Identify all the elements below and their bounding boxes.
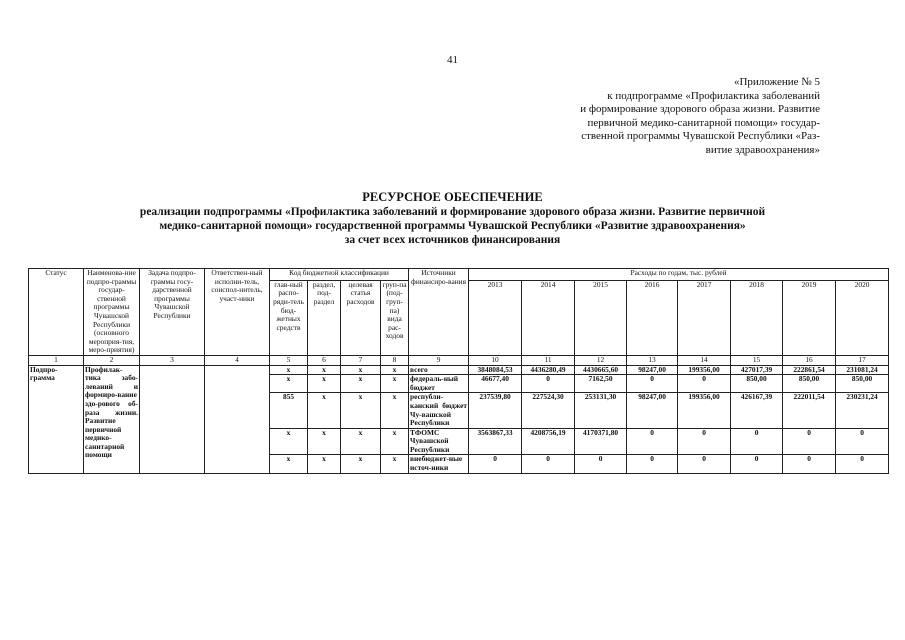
cs-cell: x [341,455,381,473]
razdel-cell: x [308,375,341,393]
value-cell: 427017,39 [731,365,783,375]
value-cell: 222861,54 [783,365,836,375]
column-number: 11 [522,355,575,365]
value-cell: 0 [783,455,836,473]
column-number: 13 [627,355,678,365]
column-number: 12 [575,355,627,365]
value-cell: 222011,54 [783,393,836,428]
vr-cell: x [381,375,409,393]
vr-cell: x [381,393,409,428]
value-cell: 850,00 [783,375,836,393]
value-cell: 0 [522,455,575,473]
column-number: 15 [731,355,783,365]
document-title [0,189,905,247]
header-year: 2015 [575,280,627,355]
subtitle-line: за счет всех источников финансирования [344,234,561,246]
value-cell: 4170371,80 [575,428,627,455]
header-source: Источники финансиро-вания [409,269,469,356]
header-year: 2020 [836,280,889,355]
value-cell: 0 [627,428,678,455]
header-task: Задача подпро-граммы госу-дарственной программы Чувашской Республики [140,269,205,356]
appendix-line: к подпрограмме «Профилактика заболеваний [607,89,820,102]
value-cell: 199356,00 [678,365,731,375]
source-cell: республи-канский бюджет Чу-вашской Республики [410,392,468,428]
cs-cell: x [341,375,381,393]
column-number: 2 [84,355,140,365]
grbs-cell: x [270,375,308,393]
cs-cell: x [341,393,381,428]
vr-cell: x [381,428,409,455]
value-cell: 231081,24 [836,365,889,375]
appendix-line: ственной программы Чувашской Республики «Раз- [581,130,820,143]
value-cell: 0 [678,375,731,393]
header-budget-code: Код бюджетной классификации [270,269,409,281]
value-cell: 0 [522,375,575,393]
header-year: 2019 [783,280,836,355]
appendix-line: и формирование здорового образа жизни. Развитие [580,103,820,116]
header-year: 2018 [731,280,783,355]
value-cell: 850,00 [836,375,889,393]
value-cell: 3563867,33 [469,428,522,455]
program-name-cell: Профилак-тика забо-леваний и формиро-вание здо-рового об-раза жизни. Развитие первичной медико-санитарной помощи [84,365,140,473]
header-name: Наименова-ние подпро-граммы государ-ственной программы Чувашской Республики (основного мероприя-тия, меро-приятия) [84,269,140,356]
value-cell: 199356,00 [678,393,731,428]
value-cell: 850,00 [731,375,783,393]
razdel-cell: x [308,365,341,375]
header-year: 2016 [627,280,678,355]
column-number: 10 [469,355,522,365]
source-cell: всего [409,365,469,375]
value-cell: 4436280,49 [522,365,575,375]
razdel-cell: x [308,455,341,473]
header-code-vr: груп-па (под-груп-па) вида рас-ходов [381,280,409,355]
value-cell: 46677,40 [469,375,522,393]
value-cell: 0 [575,455,627,473]
header-expenses: Расходы по годам, тыс. рублей [469,269,889,281]
vr-cell: x [381,455,409,473]
value-cell: 227524,30 [522,393,575,428]
value-cell: 0 [678,428,731,455]
column-number: 17 [836,355,889,365]
header-code-grbs: глав-ный распо-ряди-тель бюд-жетных средств [270,280,308,355]
grbs-cell: x [270,365,308,375]
grbs-cell: x [270,428,308,455]
resource-table [28,268,889,474]
column-number: 5 [270,355,308,365]
value-cell: 0 [627,455,678,473]
column-number: 1 [29,355,84,365]
value-cell: 3848084,53 [469,365,522,375]
header-year: 2013 [469,280,522,355]
value-cell: 237539,80 [469,393,522,428]
value-cell: 98247,00 [627,365,678,375]
title: РЕСУРСНОЕ ОБЕСПЕЧЕНИЕ [362,190,543,204]
header-code-razdel: раздел, под-раздел [308,280,341,355]
column-number: 8 [381,355,409,365]
subtitle-line: реализации подпрограммы «Профилактика заболеваний и формирование здорового образа жизни. Развитие первичной [139,206,766,218]
grbs-cell: 855 [270,393,308,428]
value-cell: 0 [678,455,731,473]
column-number: 3 [140,355,205,365]
header-code-cs: целевая статья расходов [341,280,381,355]
status-cell: Подпро-грамма [29,365,84,473]
source-cell: внебюджет-ные источ-ники [409,455,469,473]
value-cell: 230231,24 [836,393,889,428]
value-cell: 7162,50 [575,375,627,393]
value-cell: 0 [627,375,678,393]
column-number: 7 [341,355,381,365]
value-cell: 426167,39 [731,393,783,428]
header-year: 2017 [678,280,731,355]
header-status: Статус [29,269,84,356]
header-executor: Ответствен-ный исполни-тель, соиспол-нитель, участ-ники [205,269,270,356]
value-cell: 0 [731,428,783,455]
header-year: 2014 [522,280,575,355]
value-cell: 0 [783,428,836,455]
column-number: 9 [409,355,469,365]
value-cell: 0 [731,455,783,473]
source-cell: ТФОМС Чувашской Республики [409,428,469,455]
source-cell: федераль-ный бюджет [409,375,469,393]
value-cell: 0 [836,455,889,473]
column-number-row [29,355,889,365]
appendix-line: первичной медико-санитарной помощи» государ- [587,116,820,129]
razdel-cell: x [308,428,341,455]
subtitle-line: медико-санитарной помощи» государственной программы Чувашской Республики «Развитие здравоохранения» [159,220,746,232]
grbs-cell: x [270,455,308,473]
appendix-line: витие здравоохранения» [705,143,820,156]
page-number: 41 [447,54,458,66]
column-number: 14 [678,355,731,365]
column-number: 16 [783,355,836,365]
task-cell [140,365,205,473]
appendix-heading [520,76,820,158]
value-cell: 253131,30 [575,393,627,428]
column-number: 6 [308,355,341,365]
value-cell: 4430665,60 [575,365,627,375]
vr-cell: x [381,365,409,375]
appendix-line: «Приложение № 5 [733,76,820,88]
executor-cell [205,365,270,473]
razdel-cell: x [308,393,341,428]
header-row [29,269,889,281]
value-cell: 0 [469,455,522,473]
value-cell: 4208756,19 [522,428,575,455]
value-cell: 98247,00 [627,393,678,428]
column-number: 4 [205,355,270,365]
value-cell: 0 [836,428,889,455]
cs-cell: x [341,428,381,455]
cs-cell: x [341,365,381,375]
